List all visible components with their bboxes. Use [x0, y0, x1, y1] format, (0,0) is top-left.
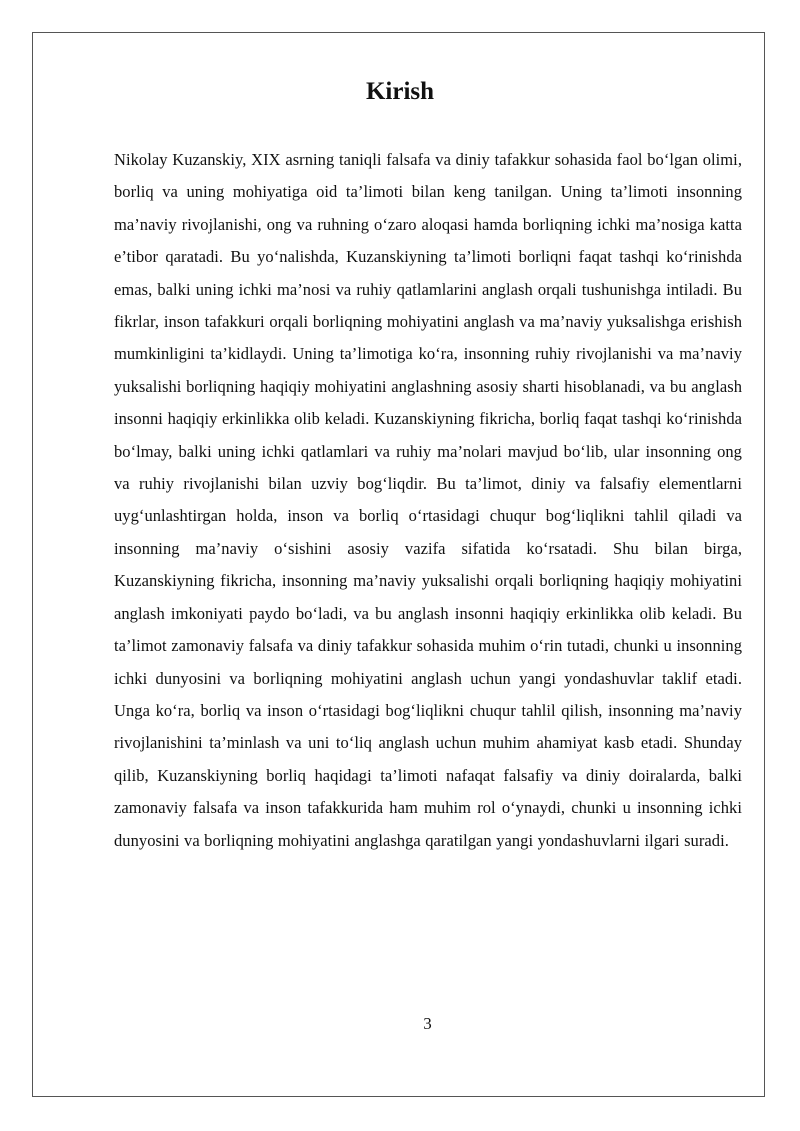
body-paragraph: Nikolay Kuzanskiy, XIX asrning taniqli falsafa va diniy tafakkur sohasida faol bo‘lgan olimi, borliq va uning mohiyatiga oid ta’limoti bilan keng tanilgan. Uning ta’limoti insonning ma’naviy rivojlanishi, ong va ruhning o‘zaro aloqasi hamda borliqning ichki ma’nosiga katta e’tibor qaratadi. Bu yo‘nalishda, Kuzanskiyning ta’limoti borliqni faqat tashqi ko‘rinishda emas, balki uning ichki ma’nosi va ruhiy qatlamlarini anglash orqali tushunishga intiladi. Bu fikrlar, inson tafakkuri orqali borliqning mohiyatini anglash va ma’naviy yuksalishga erishish mumkinligini ta’kidlaydi. Uning ta’limotiga ko‘ra, insonning ruhiy rivojlanishi va ma’naviy yuksalishi borliqning haqiqiy mohiyatini anglashning asosiy sharti hisoblanadi, va bu anglash insonni haqiqiy erkinlikka olib keladi. Kuzanskiyning fikricha, borliq faqat tashqi ko‘rinishda bo‘lmay, balki uning ichki qatlamlari va ruhiy ma’nolari mavjud bo‘lib, ular insonning ong va ruhiy rivojlanishi bilan uzviy bog‘liqdir. Bu ta’limot, diniy va falsafiy elementlarni uyg‘unlashtirgan holda, inson va borliq o‘rtasidagi chuqur bog‘liqlikni tahlil qiladi va insonning ma’naviy o‘sishini asosiy vazifa sifatida ko‘rsatadi. Shu bilan birga, Kuzanskiyning fikricha, insonning ma’naviy yuksalishi orqali borliqning haqiqiy mohiyatini anglash imkoniyati paydo bo‘ladi, va bu anglash insonni haqiqiy erkinlikka olib keladi. Bu ta’limot zamonaviy falsafa va diniy tafakkur sohasida muhim o‘rin tutadi, chunki u insonning ichki dunyosini va borliqning mohiyatini anglash uchun yangi yondashuvlar taklif etadi. Unga ko‘ra, borliq va inson o‘rtasidagi bog‘liqlikni chuqur tahlil qilish, insonning ma’naviy rivojlanishini ta’minlash va uni to‘liq anglash uchun muhim ahamiyat kasb etadi. Shunday qilib, Kuzanskiyning borliq haqidagi ta’limoti nafaqat falsafiy va diniy doiralarda, balki zamonaviy falsafa va inson tafakkurida ham muhim rol o‘ynaydi, chunki u insonning ichki dunyosini va borliqning mohiyatini anglashga qaratilgan yangi yondashuvlarni ilgari suradi.	[114, 150, 742, 850]
document-title: Kirish	[365, 78, 435, 105]
page-number: 3	[423, 1014, 432, 1033]
